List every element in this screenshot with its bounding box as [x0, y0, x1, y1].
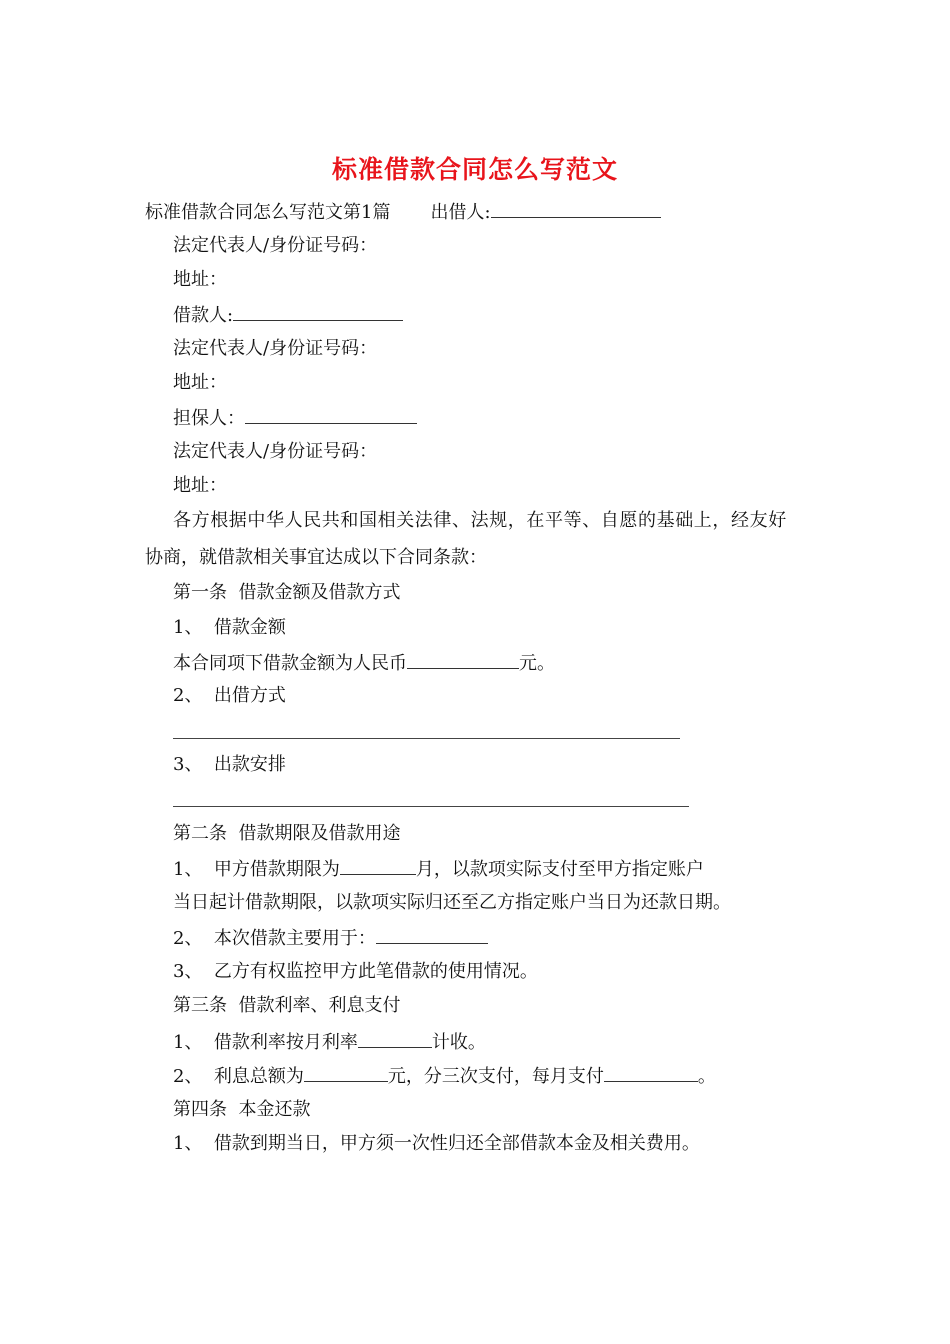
borrower-label: 借款人:	[173, 305, 234, 326]
rate-suffix: 计收。	[431, 1032, 486, 1053]
purpose-blank	[376, 925, 488, 944]
guarantor-address: 地址：	[173, 475, 227, 496]
article-3-heading: 第三条 借款利率、利息支付	[173, 995, 401, 1016]
lender-legal-rep: 法定代表人/身份证号码：	[173, 235, 378, 256]
purpose-prefix: 2、 本次借款主要用于：	[173, 928, 376, 949]
rate-blank	[358, 1029, 432, 1048]
term-blank	[340, 856, 416, 875]
article-1-item-3: 3、 出款安排	[173, 754, 286, 775]
interest-total-blank	[304, 1063, 388, 1082]
article-3-item-1	[173, 1029, 486, 1055]
guarantor-label: 担保人：	[173, 408, 245, 429]
article-1-amount-line	[173, 650, 555, 676]
lender-blank	[491, 199, 661, 218]
interest-suffix: 。	[697, 1066, 716, 1087]
article-4-item-1: 1、 借款到期当日，甲方须一次性归还全部借款本金及相关费用。	[173, 1133, 700, 1154]
article-2-item-1-cont: 当日起计借款期限，以款项实际归还至乙方指定账户当日为还款日期。	[173, 892, 731, 913]
guarantor-blank	[245, 405, 417, 424]
term-suffix: 月，以款项实际支付至甲方指定账户	[415, 859, 704, 880]
article-2-item-3: 3、 乙方有权监控甲方此笔借款的使用情况。	[173, 961, 538, 982]
amount-blank	[407, 650, 519, 669]
header-line	[145, 199, 661, 225]
guarantor-line	[173, 405, 417, 431]
preamble-line-1: 各方根据中华人民共和国相关法律、法规，在平等、自愿的基础上，经友好	[173, 510, 787, 531]
borrower-legal-rep: 法定代表人/身份证号码：	[173, 338, 378, 359]
document-title: 标准借款合同怎么写范文	[331, 155, 618, 184]
article-2-item-2	[173, 925, 488, 951]
lender-address: 地址：	[173, 269, 227, 290]
article-1-heading: 第一条 借款金额及借款方式	[173, 582, 401, 603]
header-text: 标准借款合同怎么写范文第1篇	[145, 202, 391, 223]
preamble-line-2: 协商，就借款相关事宜达成以下合同条款：	[145, 547, 487, 568]
borrower-line	[173, 302, 403, 328]
article-1-item-1: 1、 借款金额	[173, 617, 286, 638]
borrower-address: 地址：	[173, 372, 227, 393]
guarantor-legal-rep: 法定代表人/身份证号码：	[173, 441, 378, 462]
rate-prefix: 1、 借款利率按月利率	[173, 1032, 358, 1053]
article-4-heading: 第四条 本金还款	[173, 1099, 311, 1120]
monthly-payment-blank	[604, 1063, 698, 1082]
lender-label: 出借人:	[430, 202, 491, 223]
amount-prefix: 本合同项下借款金额为人民币	[173, 653, 407, 674]
interest-mid: 元，分三次支付，每月支付	[387, 1066, 604, 1087]
amount-suffix: 元。	[519, 653, 555, 674]
lending-method-blank	[173, 738, 680, 739]
borrower-blank	[233, 302, 403, 321]
article-1-item-2: 2、 出借方式	[173, 685, 286, 706]
article-2-item-1	[173, 856, 704, 882]
interest-prefix: 2、 利息总额为	[173, 1066, 304, 1087]
term-prefix: 1、 甲方借款期限为	[173, 859, 340, 880]
article-3-item-2	[173, 1063, 716, 1089]
article-2-heading: 第二条 借款期限及借款用途	[173, 823, 401, 844]
disbursement-blank	[173, 806, 689, 807]
